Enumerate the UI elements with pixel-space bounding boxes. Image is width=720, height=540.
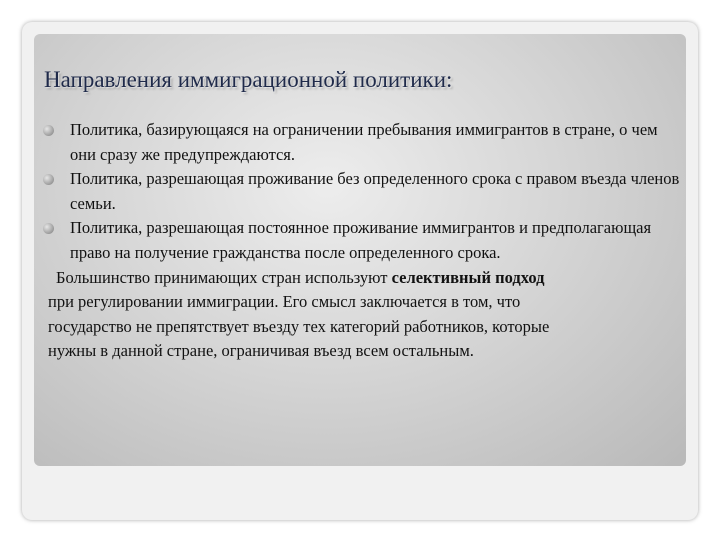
paragraph-lead-text: Большинство принимающих стран используют bbox=[56, 267, 392, 287]
bullet-text: Политика, разрешающая постоянное проживание иммигрантов и предполагающая право на получение гражданства после определенного срока. bbox=[70, 218, 652, 262]
bullet-icon bbox=[43, 223, 54, 234]
paragraph-line: государство не препятствует въезду тех категорий работников, которые bbox=[48, 316, 550, 336]
slide-content bbox=[40, 118, 680, 364]
bullet-item bbox=[40, 216, 680, 265]
bullet-item bbox=[40, 118, 680, 167]
bullet-text: Политика, разрешающая проживание без определенного срока с правом въезда членов семьи. bbox=[70, 169, 680, 213]
slide-title: Направления иммиграционной политики: bbox=[44, 67, 453, 92]
bullet-icon bbox=[43, 174, 54, 185]
paragraph-bold-term: селективный подход bbox=[391, 267, 545, 287]
paragraph-line: нужны в данной стране, ограничивая въезд всем остальным. bbox=[48, 341, 474, 361]
bullet-item bbox=[40, 167, 680, 216]
bullet-icon bbox=[43, 125, 54, 136]
bullet-text: Политика, базирующаяся на ограничении пребывания иммигрантов в стране, о чем они сразу же предупреждаются. bbox=[70, 120, 658, 164]
paragraph-line bbox=[48, 266, 680, 291]
summary-paragraph bbox=[40, 266, 680, 364]
paragraph-line: при регулировании иммиграции. Его смысл заключается в том, что bbox=[48, 292, 521, 312]
